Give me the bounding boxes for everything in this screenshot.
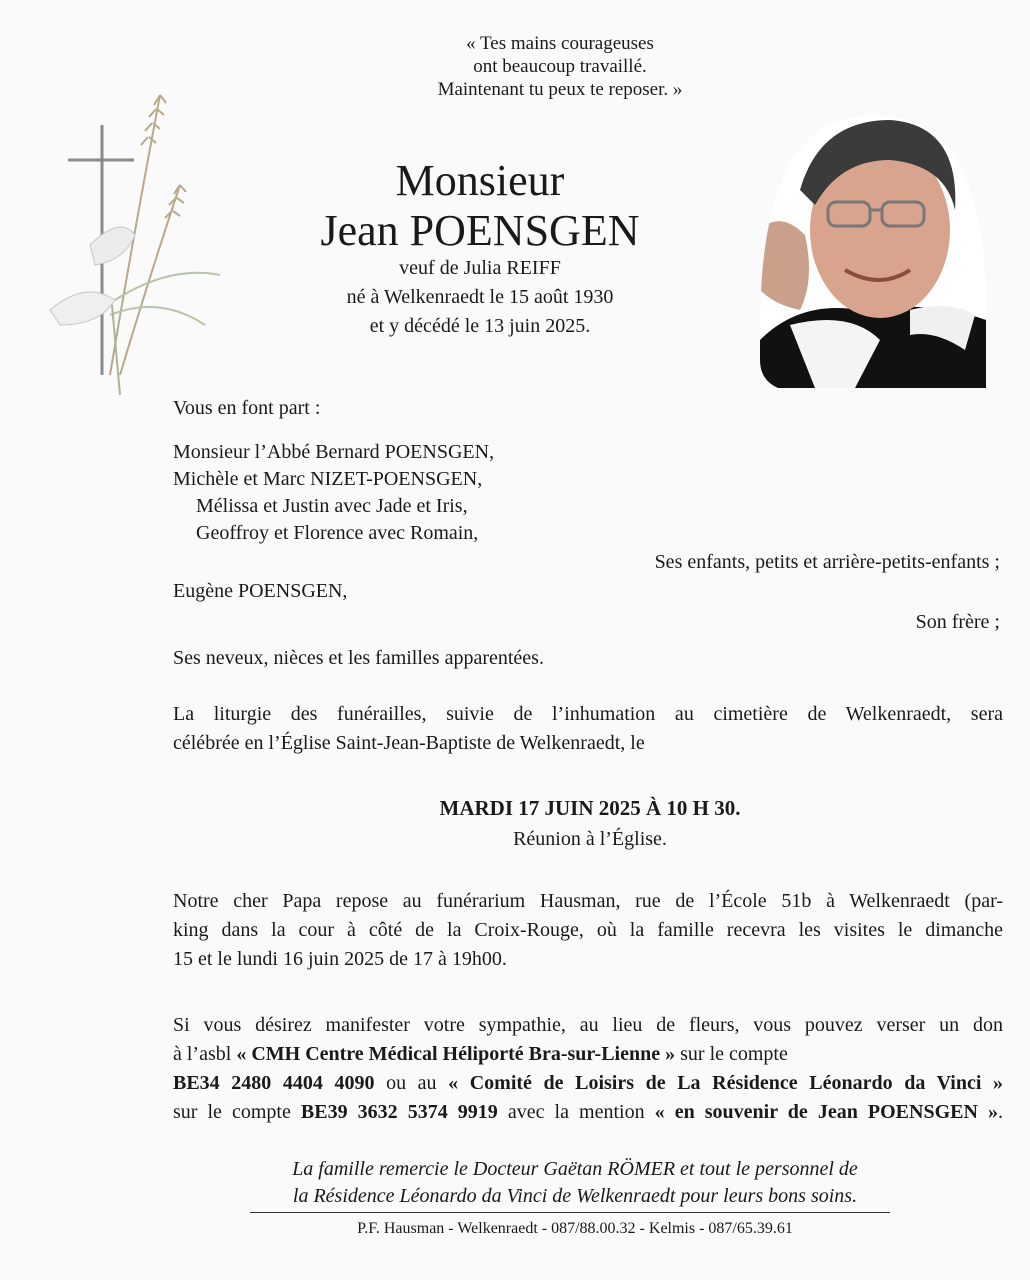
cross-lily-decoration bbox=[30, 75, 230, 425]
account-number-1: BE34 2480 4404 4090 bbox=[173, 1072, 375, 1094]
donation-text: sur le compte bbox=[675, 1043, 788, 1065]
donation-text: à l’asbl bbox=[173, 1043, 237, 1065]
thanks-block bbox=[230, 1156, 920, 1210]
visit-line-3: 15 et le lundi 16 juin 2025 de 17 à 19h00. bbox=[173, 948, 507, 970]
donation-line-1: Si vous désirez manifester votre sympathie, au lieu de fleurs, vous pouvez verser un don bbox=[173, 1014, 1003, 1036]
grandchild-line-1: Mélissa et Justin avec Jade et Iris, bbox=[196, 495, 468, 517]
donation-line-2 bbox=[173, 1040, 1003, 1069]
donation-line-3 bbox=[173, 1069, 1003, 1098]
widower-line: veuf de Julia REIFF bbox=[399, 257, 561, 279]
brother-relation: Son frère ; bbox=[915, 611, 1000, 633]
visit-line-2: king dans la cour à côté de la Croix-Rouge, où la famille recevra les visites le dimanche bbox=[173, 919, 1003, 941]
donation-line-4 bbox=[173, 1098, 1003, 1127]
brother-line: Eugène POENSGEN, bbox=[173, 580, 348, 602]
funeral-paragraph bbox=[173, 700, 1003, 758]
thanks-line-1: La famille remercie le Docteur Gaëtan RÖMER et tout le personnel de bbox=[292, 1158, 858, 1180]
donation-text: avec la mention bbox=[497, 1101, 655, 1123]
funeral-home-footer: P.F. Hausman - Welkenraedt - 087/88.00.32 - Kelmis - 087/65.39.61 bbox=[357, 1220, 793, 1237]
others-line: Ses neveux, nièces et les familles apparentées. bbox=[173, 647, 544, 669]
donation-paragraph bbox=[173, 1011, 1003, 1127]
thanks-line-2: la Résidence Léonardo da Vinci de Welkenraedt pour leurs bons soins. bbox=[292, 1185, 858, 1207]
deceased-details bbox=[260, 254, 700, 341]
donation-text: ou au bbox=[374, 1072, 449, 1094]
intro-line: Vous en font part : bbox=[173, 397, 321, 419]
birth-line: né à Welkenraedt le 15 août 1930 bbox=[346, 286, 614, 308]
child-line-1: Monsieur l’Abbé Bernard POENSGEN, bbox=[173, 441, 495, 463]
meeting-line: Réunion à l’Église. bbox=[513, 828, 667, 850]
honorific: Monsieur bbox=[395, 156, 565, 205]
quote-line-2: ont beaucoup travaillé. bbox=[473, 56, 647, 77]
donation-text: sur le compte bbox=[173, 1101, 301, 1123]
donation-mention: « en souvenir de Jean POENSGEN » bbox=[654, 1101, 998, 1123]
footer-divider bbox=[250, 1212, 890, 1213]
funeral-line-1: La liturgie des funérailles, suivie de l’inhumation au cimetière de Welkenraedt, sera bbox=[173, 703, 1003, 725]
funeral-line-2: célébrée en l’Église Saint-Jean-Baptiste de Welkenraedt, le bbox=[173, 732, 645, 754]
grandchild-line-2: Geoffroy et Florence avec Romain, bbox=[196, 522, 479, 544]
charity-name-2: « Comité de Loisirs de La Résidence Léonardo da Vinci » bbox=[448, 1072, 1003, 1094]
funeral-date: MARDI 17 JUIN 2025 À 10 H 30. bbox=[439, 796, 741, 820]
death-line: et y décédé le 13 juin 2025. bbox=[369, 315, 591, 337]
deceased-name: Jean POENSGEN bbox=[320, 206, 640, 255]
visit-paragraph bbox=[173, 887, 1003, 974]
donation-text: . bbox=[998, 1101, 1003, 1123]
portrait-photo bbox=[760, 110, 986, 388]
quote-block bbox=[300, 32, 820, 101]
quote-line-3: Maintenant tu peux te reposer. » bbox=[437, 79, 683, 100]
children-relation: Ses enfants, petits et arrière-petits-enfants ; bbox=[654, 551, 1000, 573]
account-number-2: BE39 3632 5374 9919 bbox=[300, 1101, 498, 1123]
visit-line-1: Notre cher Papa repose au funérarium Hausman, rue de l’École 51b à Welkenraedt (par- bbox=[173, 890, 1003, 912]
charity-name-1: « CMH Centre Médical Héliporté Bra-sur-Lienne » bbox=[236, 1043, 676, 1065]
child-line-2: Michèle et Marc NIZET-POENSGEN, bbox=[173, 468, 483, 490]
lily-icon bbox=[50, 227, 220, 395]
quote-line-1: « Tes mains courageuses bbox=[466, 33, 654, 54]
